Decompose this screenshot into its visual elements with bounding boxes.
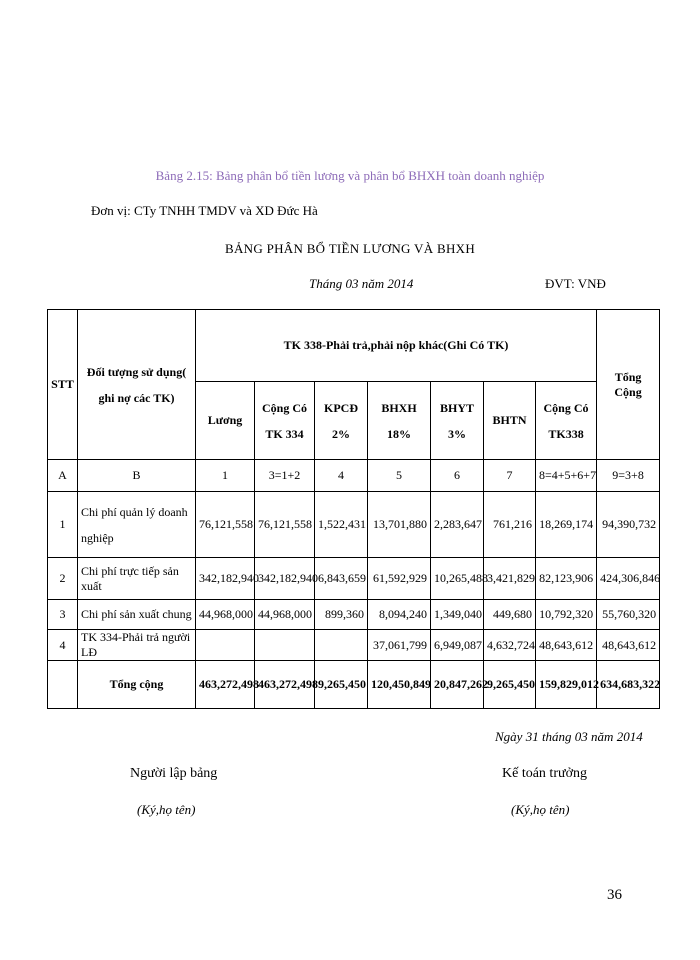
row-cong-334: 342,182,940 <box>255 558 315 600</box>
code-cell: 3=1+2 <box>255 460 315 492</box>
header-bhxh: BHXH 18% <box>368 382 431 460</box>
code-cell: 8=4+5+6+7 <box>536 460 597 492</box>
company-unit: Đơn vị: CTy TNHH TMDV và XD Đức Hà <box>91 203 318 218</box>
totals-bhxh: 120,450,849 <box>368 661 431 709</box>
header-total: Tổng Cộng <box>597 310 660 460</box>
code-cell: 7 <box>484 460 536 492</box>
row-luong: 342,182,940 <box>196 558 255 600</box>
row-bhyt: 1,349,040 <box>431 600 484 630</box>
header-row-1 <box>48 310 660 382</box>
row-bhtn: 449,680 <box>484 600 536 630</box>
totals-cong-338: 159,829,012 <box>536 661 597 709</box>
totals-label: Tổng cộng <box>78 661 196 709</box>
row-cong-334 <box>255 630 315 661</box>
header-object: Đối tượng sử dụng( ghi nợ các TK) <box>78 310 196 460</box>
row-bhxh: 61,592,929 <box>368 558 431 600</box>
header-luong: Lương <box>196 382 255 460</box>
row-cong-334: 76,121,558 <box>255 492 315 558</box>
currency-unit: ĐVT: VNĐ <box>545 276 606 291</box>
row-object: Chi phí trực tiếp sản xuất <box>78 558 196 600</box>
row-object: Chi phí quản lý doanh nghiệp <box>81 504 188 545</box>
row-total: 424,306,846 <box>597 558 660 600</box>
code-cell: 5 <box>368 460 431 492</box>
row-bhxh: 8,094,240 <box>368 600 431 630</box>
row-bhyt: 2,283,647 <box>431 492 484 558</box>
row-total: 55,760,320 <box>597 600 660 630</box>
row-luong <box>196 630 255 661</box>
row-stt: 3 <box>48 600 78 630</box>
row-cong-338: 48,643,612 <box>536 630 597 661</box>
header-stt: STT <box>48 310 78 460</box>
header-bhtn: BHTN <box>484 382 536 460</box>
table-caption: Bảng 2.15: Bảng phân bổ tiền lương và phân bổ BHXH toàn doanh nghiệp <box>155 168 545 183</box>
table-row <box>48 600 660 630</box>
chief-accountant-title: Kế toán trưởng <box>502 766 587 781</box>
row-bhxh: 37,061,799 <box>368 630 431 661</box>
totals-cong-334: 463,272,498 <box>255 661 315 709</box>
preparer-sign-note: (Ký,họ tên) <box>137 802 196 817</box>
table-row <box>48 492 660 558</box>
row-cong-338: 10,792,320 <box>536 600 597 630</box>
row-stt: 2 <box>48 558 78 600</box>
header-tk338-group: TK 338-Phải trả,phải nộp khác(Ghi Có TK) <box>196 310 597 382</box>
header-kpcd: KPCĐ 2% <box>315 382 368 460</box>
page-number: 36 <box>607 887 622 903</box>
code-cell: B <box>78 460 196 492</box>
row-cong-334: 44,968,000 <box>255 600 315 630</box>
signature-date: Ngày 31 tháng 03 năm 2014 <box>495 729 643 744</box>
row-object: TK 334-Phải trả người LĐ <box>78 630 196 661</box>
row-cong-338: 82,123,906 <box>536 558 597 600</box>
code-cell: 9=3+8 <box>597 460 660 492</box>
row-bhxh: 13,701,880 <box>368 492 431 558</box>
row-bhtn: 3,421,829 <box>484 558 536 600</box>
row-bhyt: 6,949,087 <box>431 630 484 661</box>
row-stt: 1 <box>48 492 78 558</box>
row-kpcd: 1,522,431 <box>315 492 368 558</box>
row-stt: 4 <box>48 630 78 661</box>
header-cong-co-338: Cộng Có TK338 <box>536 382 597 460</box>
table-row <box>48 630 660 661</box>
row-kpcd: 899,360 <box>315 600 368 630</box>
totals-kpcd: 9,265,450 <box>315 661 368 709</box>
row-bhyt: 10,265,488 <box>431 558 484 600</box>
accountant-sign-note: (Ký,họ tên) <box>511 802 570 817</box>
code-cell: 4 <box>315 460 368 492</box>
totals-bhtn: 9,265,450 <box>484 661 536 709</box>
totals-total: 634,683,322 <box>597 661 660 709</box>
totals-luong: 463,272,498 <box>196 661 255 709</box>
totals-stt <box>48 661 78 709</box>
header-cong-co-334: Cộng Có TK 334 <box>255 382 315 460</box>
code-cell: A <box>48 460 78 492</box>
row-kpcd <box>315 630 368 661</box>
row-bhtn: 4,632,724 <box>484 630 536 661</box>
period-label: Tháng 03 năm 2014 <box>309 276 414 291</box>
preparer-title: Người lập bảng <box>130 766 218 781</box>
row-cong-338: 18,269,174 <box>536 492 597 558</box>
header-bhyt: BHYT 3% <box>431 382 484 460</box>
table-row <box>48 558 660 600</box>
totals-bhyt: 20,847,262 <box>431 661 484 709</box>
code-cell: 6 <box>431 460 484 492</box>
salary-allocation-table <box>47 309 660 709</box>
row-kpcd: 6,843,659 <box>315 558 368 600</box>
totals-row <box>48 661 660 709</box>
row-total: 48,643,612 <box>597 630 660 661</box>
document-title: BẢNG PHÂN BỔ TIỀN LƯƠNG VÀ BHXH <box>224 241 476 256</box>
row-luong: 44,968,000 <box>196 600 255 630</box>
code-cell: 1 <box>196 460 255 492</box>
row-bhtn: 761,216 <box>484 492 536 558</box>
row-total: 94,390,732 <box>597 492 660 558</box>
code-row <box>48 460 660 492</box>
row-object: Chi phí sản xuất chung <box>78 600 196 630</box>
row-luong: 76,121,558 <box>196 492 255 558</box>
